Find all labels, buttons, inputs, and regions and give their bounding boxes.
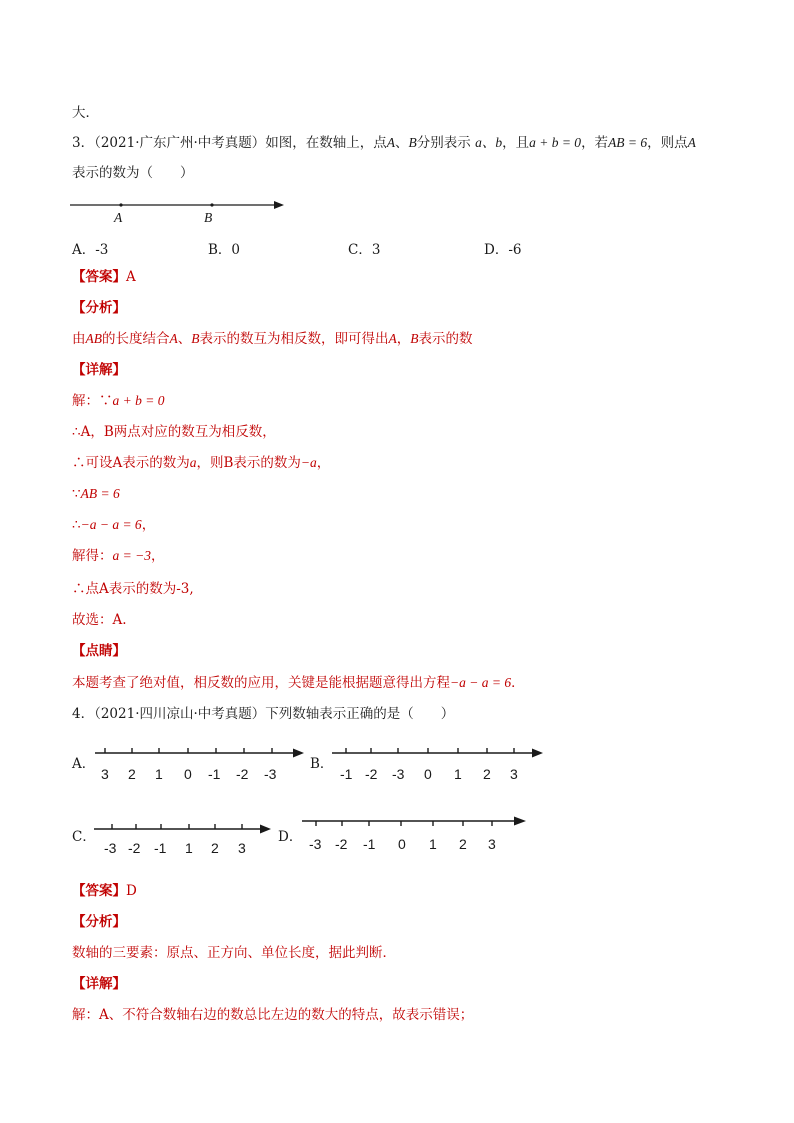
detail-heading: 【详解】 [72, 362, 126, 378]
q3-number-line [70, 198, 286, 212]
tick-label: 3 [238, 840, 246, 856]
tick-label: 2 [483, 766, 491, 782]
question-3-stem: 3．（2021·广东广州·中考真题）如图，在数轴上，点A、B分别表示 a、b，且a + b = 0，若AB = 6，则点A [72, 135, 696, 151]
analysis-heading-2: 【分析】 [72, 914, 126, 930]
q4-number-line-d [302, 814, 528, 828]
solution-text-2: 解：A、不符合数轴右边的数总比左边的数大的特点，故表示错误； [72, 1007, 474, 1023]
solution-step-4: ∵AB = 6 [72, 486, 120, 502]
answer-section: 【答案】A [72, 269, 136, 285]
analysis-text: 由AB的长度结合A、B表示的数互为相反数，即可得出A，B表示的数 [72, 331, 473, 347]
tick-label: -3 [392, 766, 405, 782]
question-3-stem-line2: 表示的数为（ ） [72, 165, 194, 181]
q3-point-b-label: B [204, 210, 213, 225]
tick-label: -2 [365, 766, 378, 782]
q4-number-line-a [95, 746, 305, 760]
tick-label: -2 [335, 836, 348, 852]
tick-label: 2 [128, 766, 136, 782]
tick-label: 1 [429, 836, 437, 852]
tick-label: 1 [454, 766, 462, 782]
solution-step-1: 解：∵a + b = 0 [72, 393, 165, 409]
q4-number-line-c [94, 822, 272, 836]
q4-option-b-label: B． [310, 756, 334, 772]
tick-label: -1 [208, 766, 221, 782]
continued-text: 大． [72, 105, 99, 121]
tick-label: 1 [155, 766, 163, 782]
tick-label: -3 [104, 840, 117, 856]
analysis-text-2: 数轴的三要素：原点、正方向、单位长度，据此判断． [72, 945, 396, 961]
tick-label: 0 [184, 766, 192, 782]
tick-label: 1 [185, 840, 193, 856]
q3-point-a-label: A [114, 210, 123, 225]
solution-step-8: 故选：A. [72, 612, 127, 628]
tick-label: -2 [236, 766, 249, 782]
solution-step-5: ∴−a − a = 6， [72, 517, 156, 533]
tick-label: -1 [154, 840, 167, 856]
q4-option-a-label: A． [72, 756, 96, 772]
q3-option-d: D．-6 [484, 242, 522, 258]
q4-number-line-b [332, 746, 544, 760]
remark-heading: 【点睛】 [72, 643, 126, 659]
solution-step-6: 解得：a = −3， [72, 548, 165, 564]
q4-option-d-label: D． [278, 829, 303, 845]
q4-option-c-label: C． [72, 829, 96, 845]
answer-section-2: 【答案】D [72, 883, 137, 899]
q3-option-a: A．-3 [72, 242, 109, 258]
tick-label: 3 [488, 836, 496, 852]
tick-label: 2 [459, 836, 467, 852]
question-4-stem: 4．（2021·四川凉山·中考真题）下列数轴表示正确的是（ ） [72, 706, 455, 722]
tick-label: -2 [128, 840, 141, 856]
tick-label: -3 [264, 766, 277, 782]
solution-step-2: ∴A，B两点对应的数互为相反数， [72, 424, 276, 440]
solution-step-7: ∴点A表示的数为-3, [72, 581, 194, 597]
q3-option-b: B．0 [208, 242, 241, 258]
tick-label: 0 [424, 766, 432, 782]
tick-label: -1 [340, 766, 353, 782]
tick-label: -3 [309, 836, 322, 852]
analysis-heading: 【分析】 [72, 300, 126, 316]
solution-step-3: ∴可设A表示的数为a，则B表示的数为−a， [72, 455, 331, 471]
remark-text: 本题考查了绝对值，相反数的应用，关键是能根据题意得出方程−a − a = 6． [72, 675, 525, 691]
tick-label: 3 [510, 766, 518, 782]
tick-label: -1 [363, 836, 376, 852]
tick-label: 3 [101, 766, 109, 782]
tick-label: 0 [398, 836, 406, 852]
q3-option-c: C．3 [348, 242, 381, 258]
detail-heading-2: 【详解】 [72, 976, 126, 992]
tick-label: 2 [211, 840, 219, 856]
